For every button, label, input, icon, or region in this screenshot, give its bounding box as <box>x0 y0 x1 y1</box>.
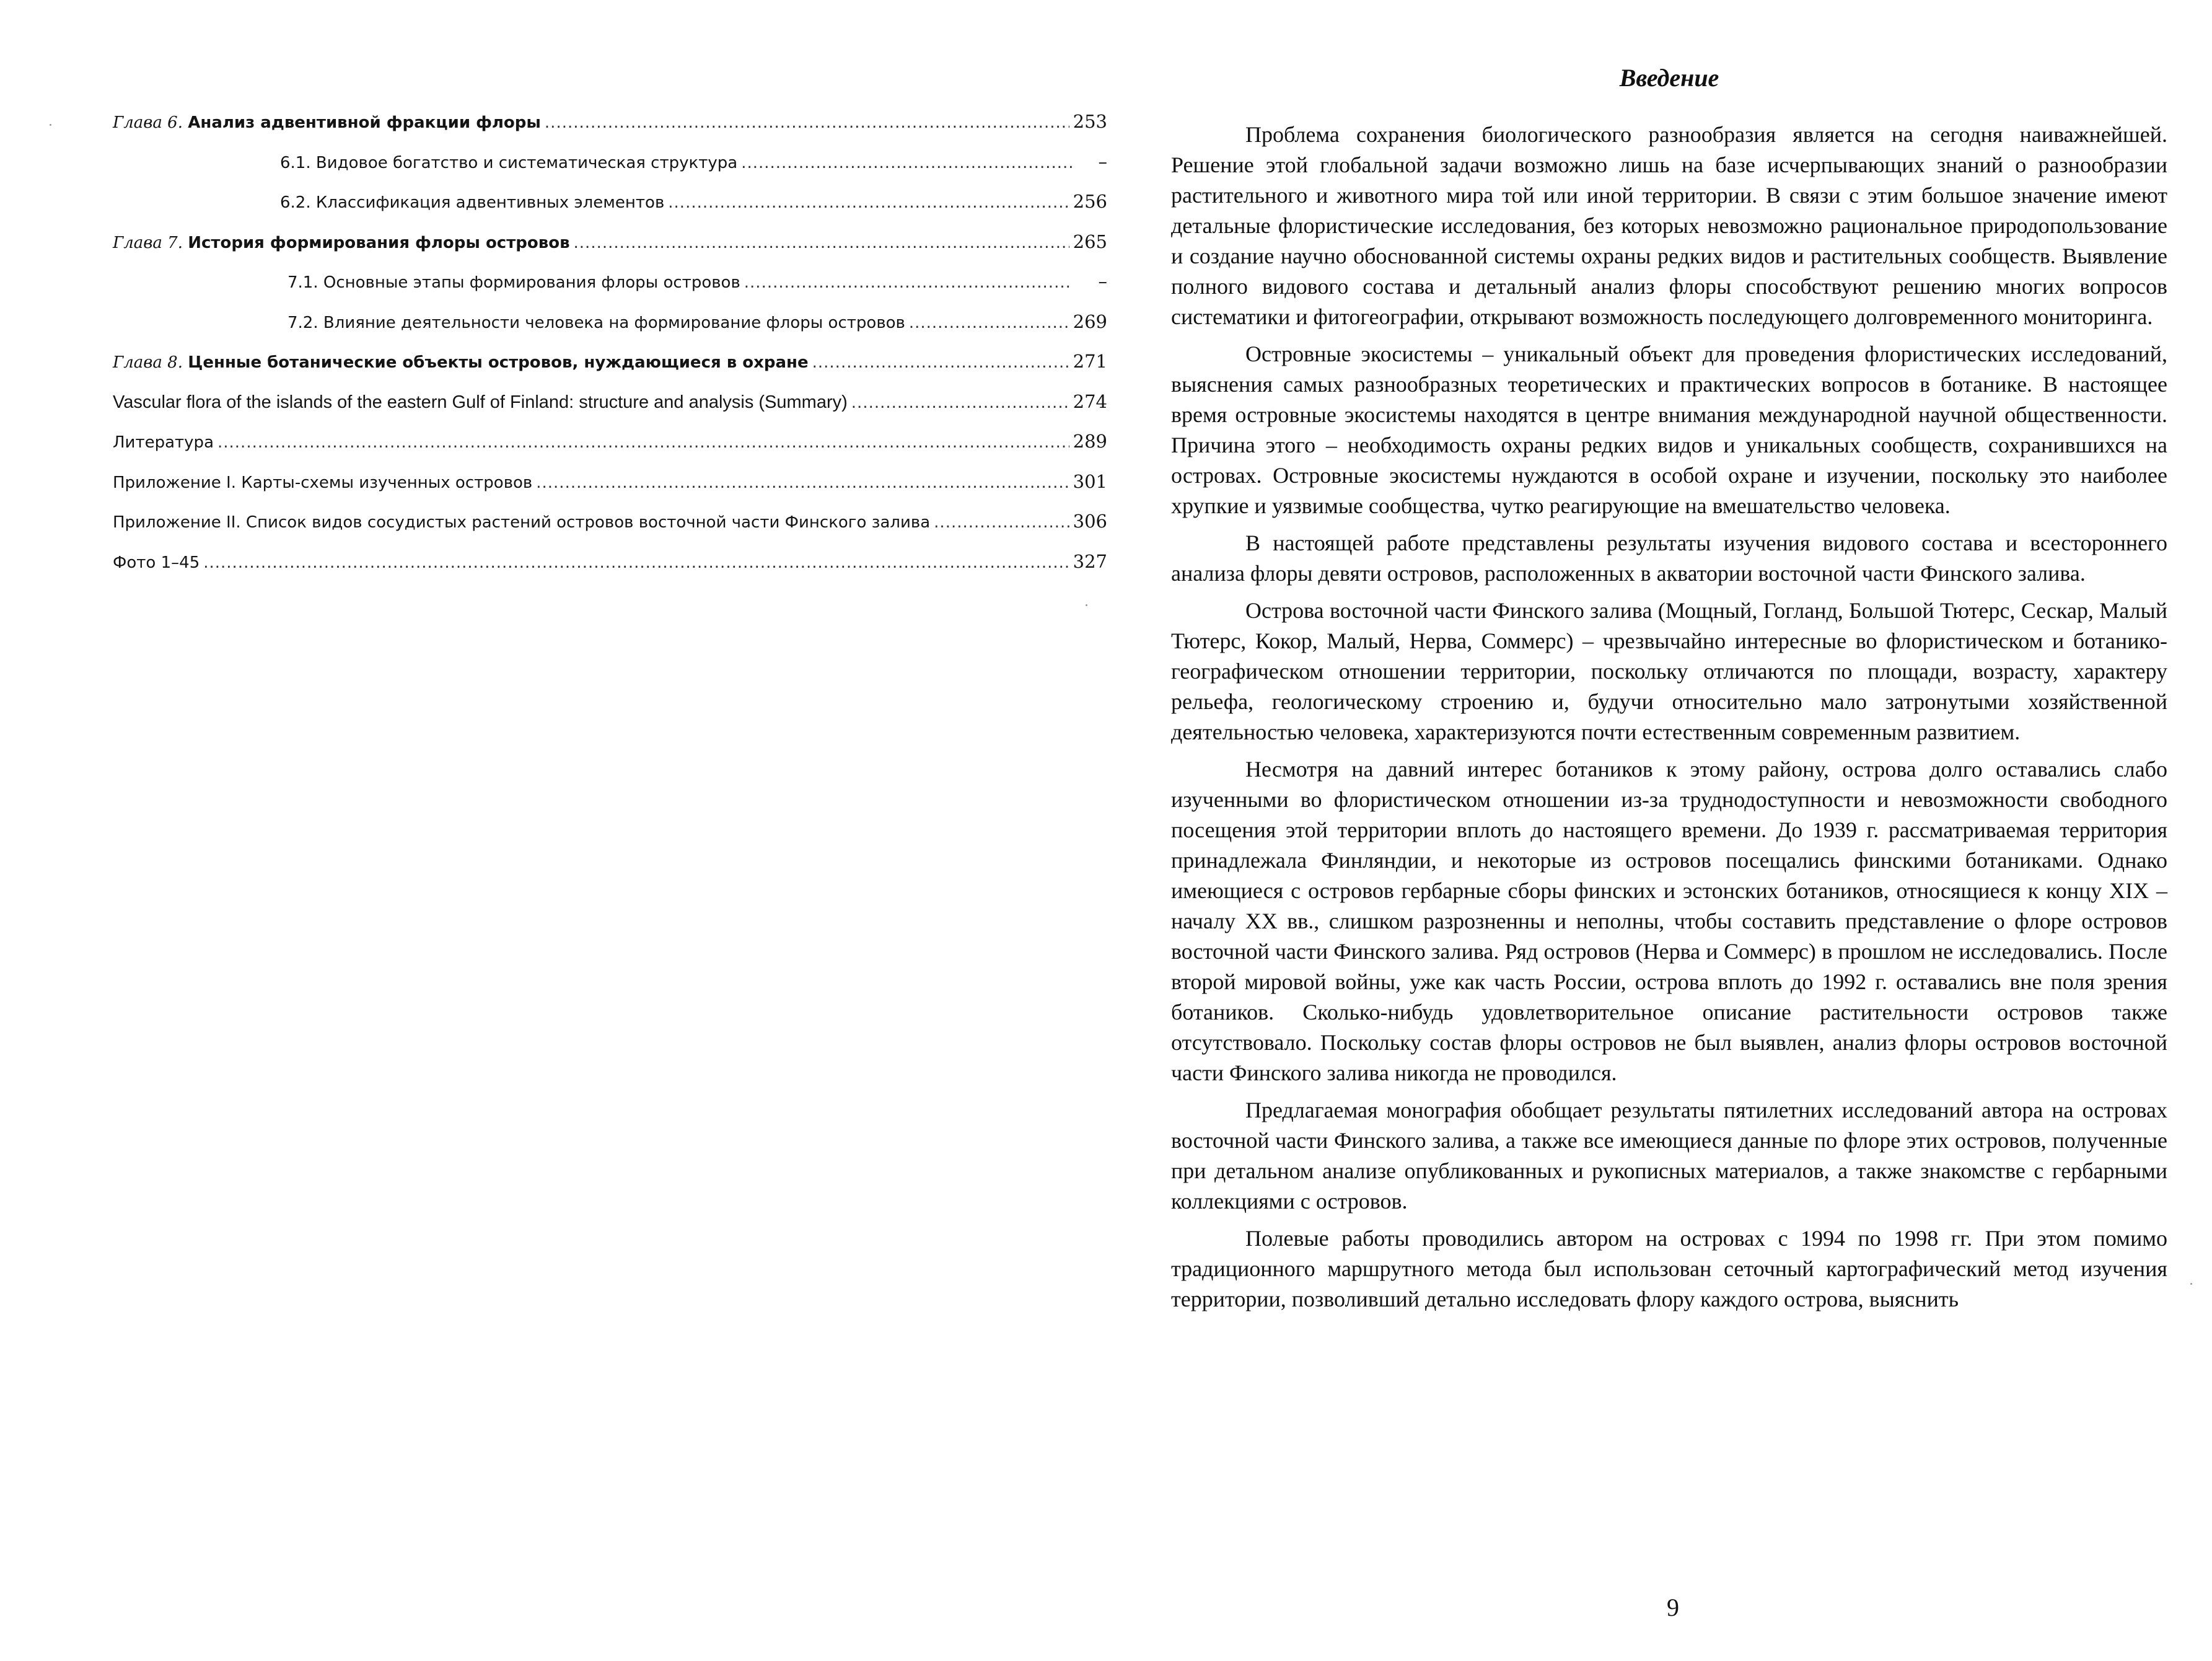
toc-page-number: 271 <box>1073 351 1107 372</box>
paragraph: В настоящей работе представлены результаты изучения видового состава и всестороннего анализа флоры девяти островов, расположенных в акватории восточной части Финского залива. <box>1171 531 2167 586</box>
chapter-label: Глава 6. <box>113 113 183 132</box>
dot-leader <box>668 193 1069 213</box>
toc-entry-chapter-7 <box>113 232 1107 272</box>
photos-title: Фото 1–45 <box>113 553 200 572</box>
chapter-label: Глава 7. <box>113 233 183 252</box>
paragraph: Острова восточной части Финского залива (Мощный, Гогланд, Большой Тютерс, Сескар, Малый Тютерс, Кокор, Малый, Нерва, Соммерс) – чрезвычайно интересные во флористическом и ботанико-географическом отношении территории, поскольку отличаются по площади, возрасту, характеру рельефа, геологическому строению и, будучи относительно мало затронутыми хозяйственной деятельностью человека, характеризуются почти естественным современным развитием. <box>1171 598 2167 744</box>
dot-leader <box>812 353 1069 372</box>
scan-speck <box>1086 604 1087 606</box>
table-of-contents <box>113 112 1107 591</box>
section-heading: Введение <box>1619 64 1719 92</box>
dot-leader <box>217 433 1069 452</box>
toc-entry-appendix-1 <box>113 472 1107 512</box>
toc-entry-chapter-6 <box>113 112 1107 152</box>
dot-leader <box>934 513 1069 532</box>
dot-leader <box>545 113 1069 133</box>
section-title: 6.1. Видовое богатство и систематическая структура <box>280 153 738 172</box>
appendix-title: Приложение II. Список видов сосудистых растений островов восточной части Финского залива <box>113 513 931 532</box>
section-title: 6.2. Классификация адвентивных элементов <box>280 193 665 212</box>
dot-leader <box>909 313 1069 333</box>
paragraph: Предлагаемая монография обобщает результаты пятилетних исследований автора на островах восточной части Финского залива, а также все имеющиеся данные по флоре этих островов, полученные при детальном анализе опубликованных и рукописных материалов, а также знакомстве с гербарными коллекциями с островов. <box>1171 1098 2167 1214</box>
chapter-title: История формирования флоры островов <box>188 233 570 252</box>
paragraph: Островные экосистемы – уникальный объект для проведения флористических исследований, выяснения самых разнообразных теоретических и практических вопросов в ботанике. В настоящее время островные экосистемы находятся в центре внимания международной научной общественности. Причина этого – необходимость охраны редких видов и уникальных сообществ, сохранившихся на островах. Островные экосистемы нуждаются в особой охране и изучении, поскольку это наиболее хрупкие и уязвимые сообщества, чутко реагирующие на вмешательство человека. <box>1171 341 2167 518</box>
dot-leader <box>203 553 1069 573</box>
paragraph: Полевые работы проводились автором на островах с 1994 по 1998 гг. При этом помимо традиционного маршрутного метода был использован сеточный картографический метод изучения территории, позволивший детально исследовать флору каждого острова, выяснить <box>1171 1226 2167 1311</box>
page-number: 9 <box>1667 1593 1679 1621</box>
toc-entry-literature <box>113 431 1107 472</box>
literature-title: Литература <box>113 433 214 452</box>
chapter-label: Глава 8. <box>113 353 183 372</box>
toc-page-number: 327 <box>1073 550 1107 572</box>
introduction-section <box>1171 62 2167 1321</box>
toc-entry-section-6-1 <box>113 152 1107 192</box>
toc-entry-summary <box>113 392 1107 432</box>
chapter-title: Анализ адвентивной фракции флоры <box>188 113 541 132</box>
summary-title: Vascular flora of the islands of the eastern Gulf of Finland: structure and analysis (Summary) <box>113 392 848 412</box>
toc-page-number: 253 <box>1073 111 1107 132</box>
scan-speck <box>50 124 51 126</box>
dot-leader <box>536 473 1069 493</box>
toc-entry-chapter-8 <box>113 351 1107 392</box>
dot-leader <box>741 153 1073 173</box>
toc-page-number: – <box>1098 271 1107 292</box>
toc-entry-section-7-2 <box>113 312 1107 352</box>
toc-page-number: 265 <box>1073 231 1107 252</box>
toc-page-number: 269 <box>1073 311 1107 332</box>
appendix-title: Приложение I. Карты-схемы изученных островов <box>113 473 533 492</box>
dot-leader <box>744 273 1073 293</box>
paragraph: Проблема сохранения биологического разнообразия является на сегодня наиважнейшей. Решение этой глобальной задачи возможно лишь на базе исчерпывающих знаний о разнообразии растительного и животного мира той или иной территории. В связи с этим большое значение имеют детальные флористические исследования, без которых невозможно рациональное природопользование и создание научно обоснованной системы охраны редких видов и растительных сообществ. Выявление полного видового состава и детальный анализ флоры способствуют решению многих вопросов систематики и фитогеографии, открывают возможность последующего долговременного мониторинга. <box>1171 122 2167 329</box>
section-title: 7.2. Влияние деятельности человека на формирование флоры островов <box>287 313 905 332</box>
toc-page-number: – <box>1098 151 1107 172</box>
dot-leader <box>851 393 1069 413</box>
toc-page-number: 274 <box>1073 390 1107 412</box>
toc-page-number: 301 <box>1073 470 1107 492</box>
toc-entry-photos <box>113 552 1107 592</box>
toc-entry-section-6-2 <box>113 192 1107 232</box>
toc-page-number: 256 <box>1073 191 1107 212</box>
section-title: 7.1. Основные этапы формирования флоры островов <box>287 273 740 292</box>
toc-entry-appendix-2 <box>113 511 1107 552</box>
chapter-title: Ценные ботанические объекты островов, нуждающиеся в охране <box>188 353 809 372</box>
paragraph: Несмотря на давний интерес ботаников к этому району, острова долго оставались слабо изученными во флористическом отношении из-за труднодоступности и невозможности свободного посещения этой территории вплоть до настоящего времени. До 1939 г. рассматриваемая территория принадлежала Финляндии, и некоторые из островов посещались финскими ботаниками. Однако имеющиеся с островов гербарные сборы финских и эстонских ботаников, относящиеся к концу XIX – началу XX вв., слишком разрозненны и неполны, чтобы составить представление о флоре островов восточной части Финского залива. Ряд островов (Нерва и Соммерс) в прошлом не исследовались. После второй мировой войны, уже как часть России, острова вплоть до 1992 г. оставались вне поля зрения ботаников. Сколько-нибудь удовлетворительное описание растительности островов также отсутствовало. Поскольку состав флоры островов не был выявлен, анализ флоры островов восточной части Финского залива никогда не проводился. <box>1171 757 2167 1085</box>
scan-speck <box>2190 1283 2192 1285</box>
toc-page-number: 306 <box>1073 511 1107 532</box>
dot-leader <box>574 233 1069 253</box>
toc-page-number: 289 <box>1073 431 1107 452</box>
toc-entry-section-7-1 <box>113 271 1107 312</box>
